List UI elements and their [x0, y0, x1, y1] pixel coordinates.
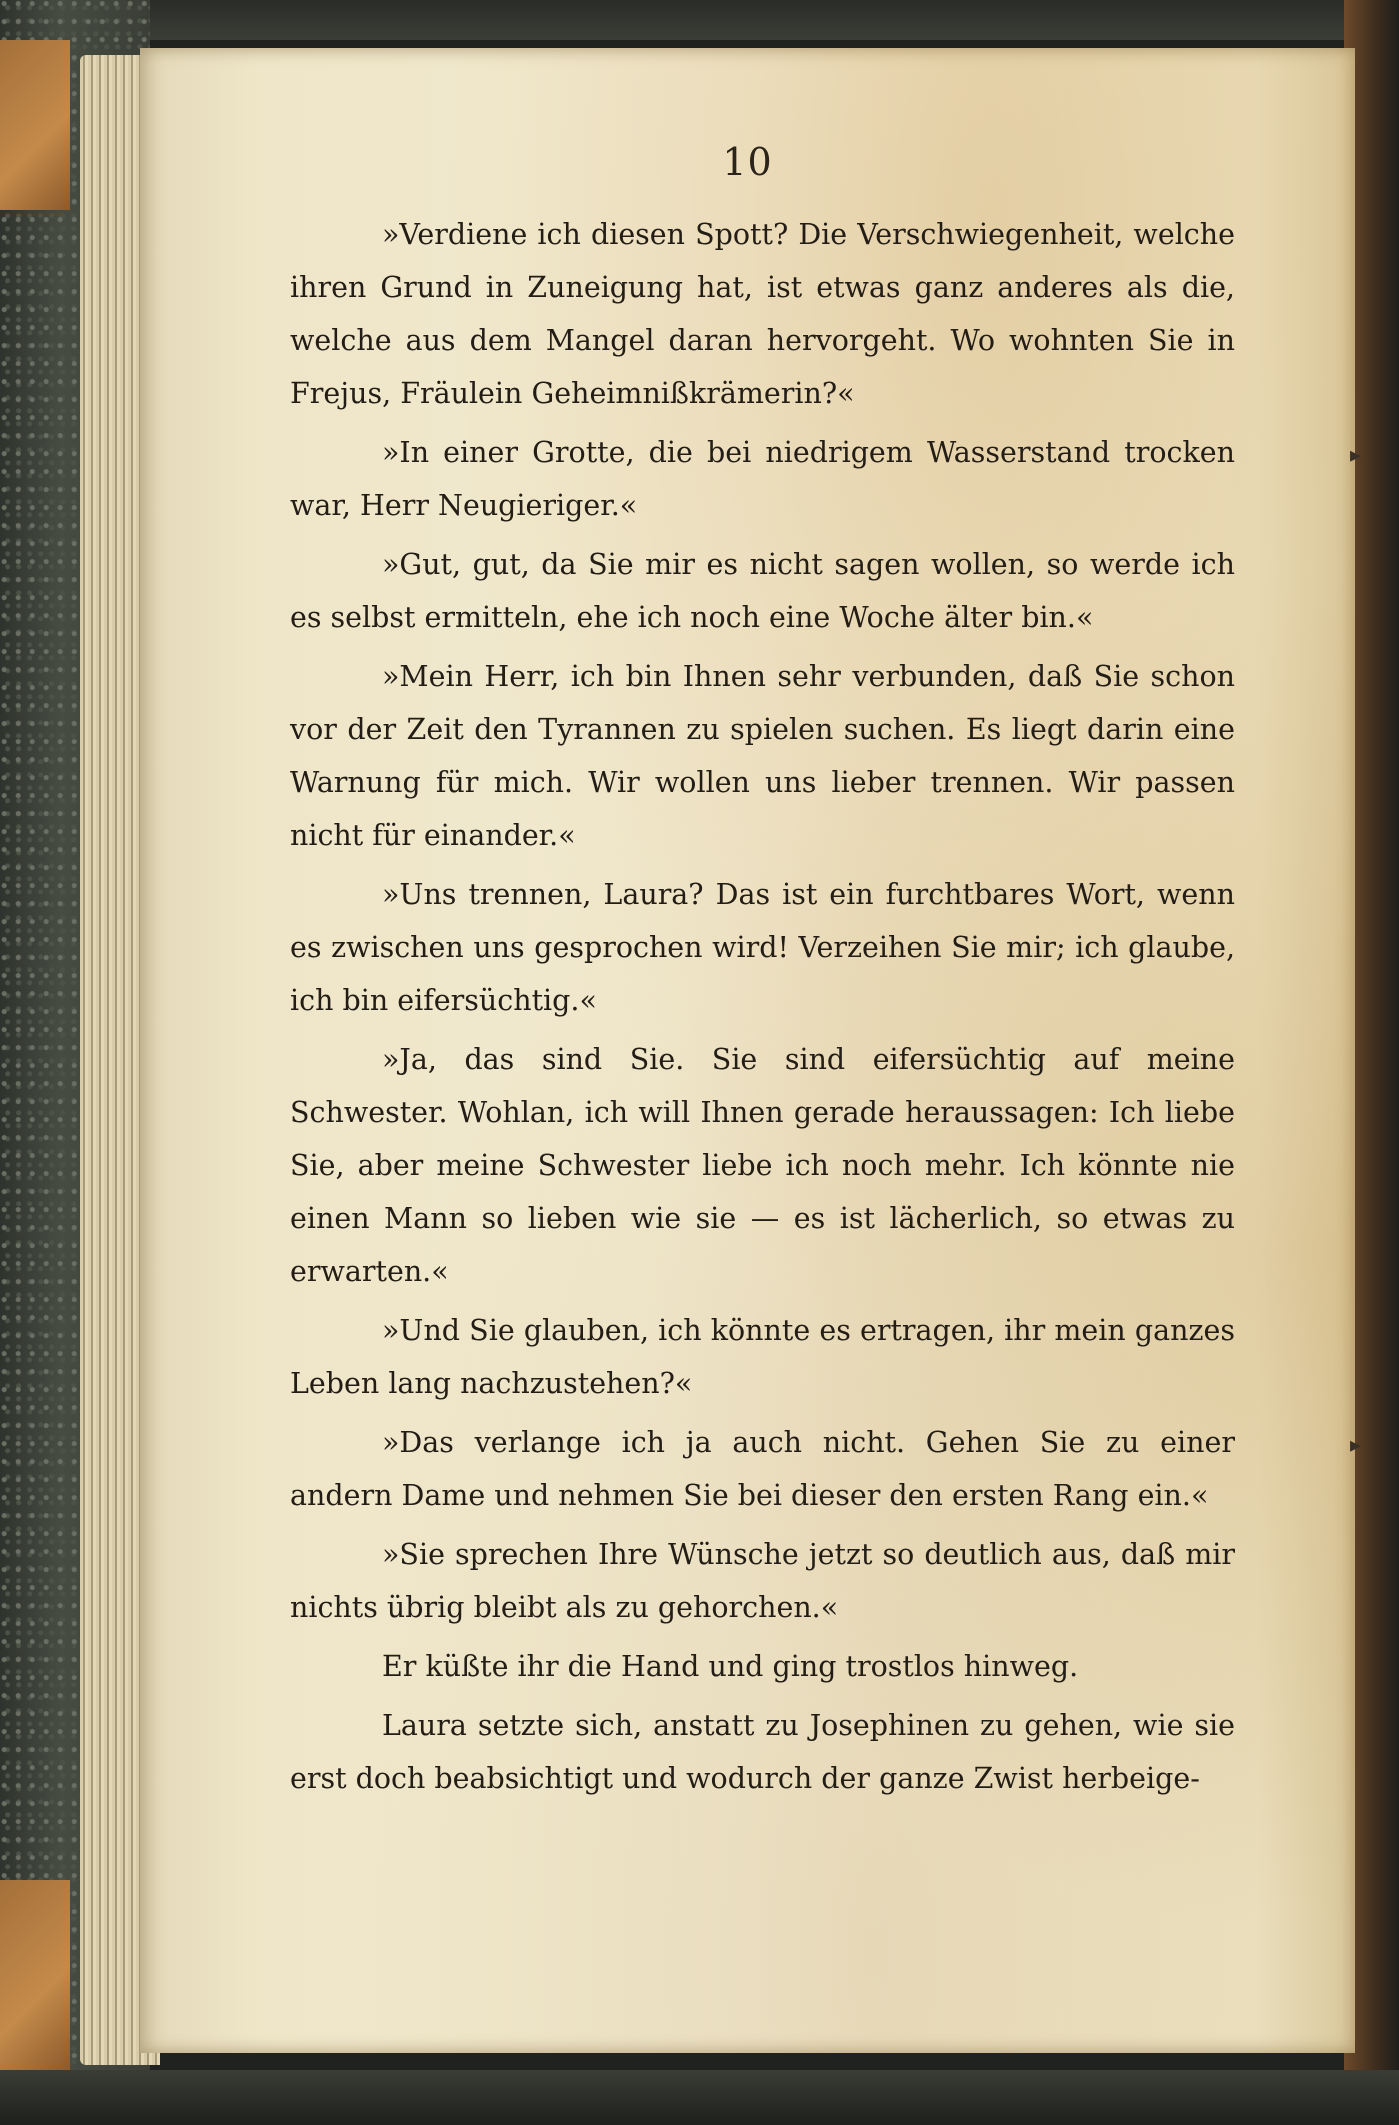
paragraph-7: »Und Sie glauben, ich könnte es ertragen, ihr mein ganzes Leben lang nachzustehen?«: [290, 1314, 1235, 1400]
paragraph-11: Laura setzte sich, anstatt zu Josephinen zu gehen, wie sie erst doch beabsichtigt und wodurch der ganze Zwist herbeige-: [290, 1709, 1235, 1795]
cover-bottom-edge: [0, 2070, 1399, 2125]
body-text: [290, 208, 1235, 1811]
paragraph-10: Er küßte ihr die Hand und ging trostlos hinweg.: [382, 1650, 1079, 1683]
paragraph-3: »Gut, gut, da Sie mir es nicht sagen wollen, so werde ich es selbst ermitteln, ehe ich noch eine Woche älter bin.«: [290, 548, 1235, 634]
leather-corner-top: [0, 40, 70, 210]
paragraph-9: »Sie sprechen Ihre Wünsche jetzt so deutlich aus, daß mir nichts übrig bleibt als zu gehorchen.«: [290, 1538, 1235, 1624]
paragraph-4: »Mein Herr, ich bin Ihnen sehr verbunden, daß Sie schon vor der Zeit den Tyrannen zu spielen suchen. Es liegt darin eine Warnung für mich. Wir wollen uns lieber trennen. Wir passen nicht für einander.«: [290, 660, 1235, 852]
margin-arrow-mark: ▸: [1350, 443, 1362, 468]
book-page: [140, 48, 1362, 2053]
cover-top-edge: [0, 0, 1399, 40]
paragraph-5: »Uns trennen, Laura? Das ist ein furchtbares Wort, wenn es zwischen uns gesprochen wird! Verzeihen Sie mir; ich glaube, ich bin eifersüchtig.«: [290, 878, 1235, 1017]
paragraph-8: »Das verlange ich ja auch nicht. Gehen Sie zu einer andern Dame und nehmen Sie bei dieser den ersten Rang ein.«: [290, 1426, 1235, 1512]
margin-arrow-mark: ▸: [1350, 1433, 1362, 1458]
paragraph-6: »Ja, das sind Sie. Sie sind eifersüchtig auf meine Schwester. Wohlan, ich will Ihnen gerade heraussagen: Ich liebe Sie, aber meine Schwester liebe ich noch mehr. Ich könnte nie einen Mann so lieben wie sie — es ist lächerlich, so etwas zu erwarten.«: [290, 1043, 1235, 1288]
paragraph-1: »Verdiene ich diesen Spott? Die Verschwiegenheit, welche ihren Grund in Zuneigung hat, ist etwas ganz anderes als die, welche aus dem Mangel daran hervorgeht. Wo wohnten Sie in Frejus, Fräulein Geheimnißkrämerin?«: [290, 218, 1235, 410]
page-number: 10: [722, 140, 773, 184]
leather-corner-bottom: [0, 1880, 70, 2070]
paragraph-2: »In einer Grotte, die bei niedrigem Wasserstand trocken war, Herr Neugieriger.«: [290, 436, 1235, 522]
